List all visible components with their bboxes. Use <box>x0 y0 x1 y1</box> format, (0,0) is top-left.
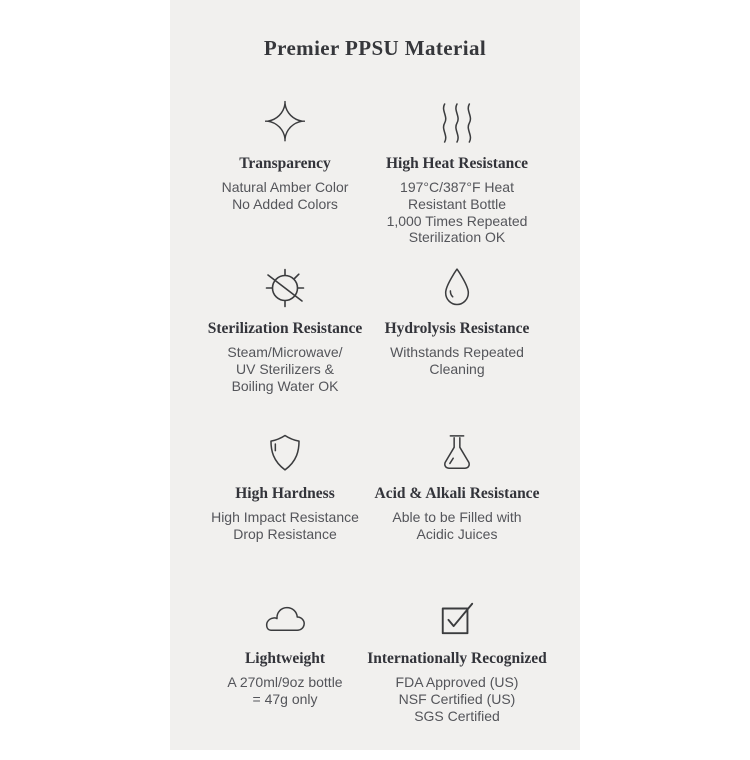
page-title: Premier PPSU Material <box>263 36 487 60</box>
feature-desc-line: No Added Colors <box>232 195 338 212</box>
feature-description <box>396 674 519 724</box>
feature-desc-line: 197°C/387°F Heat <box>400 179 514 195</box>
feature-desc-line: 1,000 Times Repeated <box>386 212 528 229</box>
feature-desc-line: Boiling Water OK <box>231 377 339 394</box>
feature-desc-line: Sterilization OK <box>408 229 506 246</box>
cloud-icon <box>260 602 310 634</box>
feature-desc-line: Cleaning <box>429 360 485 377</box>
feature-desc-line: = 47g only <box>252 690 318 707</box>
feature-cell <box>199 100 371 265</box>
feature-description <box>392 509 521 543</box>
feature-description <box>211 509 359 543</box>
feature-title: Lightweight <box>244 650 326 667</box>
checkbox-icon <box>438 599 476 637</box>
feature-cell <box>199 595 371 760</box>
feature-title: High Heat Resistance <box>385 155 529 172</box>
feature-desc-line: Steam/Microwave/ <box>227 344 343 360</box>
feature-desc-line: FDA Approved (US) <box>395 674 519 690</box>
feature-icon-wrap <box>438 430 476 476</box>
feature-icon-wrap <box>440 265 474 311</box>
feature-desc-line: Able to be Filled with <box>392 509 522 525</box>
feature-desc-line: Natural Amber Color <box>221 179 349 195</box>
feature-desc-line: Withstands Repeated <box>390 344 524 360</box>
feature-icon-wrap <box>438 595 476 641</box>
shield-icon <box>267 433 303 473</box>
feature-desc-line: UV Sterilizers & <box>235 360 335 377</box>
feature-icon-wrap <box>261 265 309 311</box>
feature-desc-line: SGS Certified <box>414 707 500 724</box>
feature-icon-wrap <box>260 595 310 641</box>
feature-cell <box>199 265 371 430</box>
feature-title: Acid & Alkali Resistance <box>374 485 540 502</box>
feature-description <box>390 344 524 378</box>
feature-description <box>227 674 342 708</box>
feature-description <box>387 179 528 246</box>
feature-cell <box>199 430 371 595</box>
feature-title: Sterilization Resistance <box>207 320 363 337</box>
feature-icon-wrap <box>265 100 305 146</box>
water-drop-icon <box>440 266 474 310</box>
feature-desc-line: High Impact Resistance <box>211 509 359 525</box>
feature-description <box>222 179 349 213</box>
feature-title: High Hardness <box>235 485 335 502</box>
feature-desc-line: Resistant Bottle <box>407 195 507 212</box>
feature-desc-line: NSF Certified (US) <box>398 690 516 707</box>
feature-title: Transparency <box>239 155 331 172</box>
feature-cell <box>371 265 543 430</box>
feature-desc-line: A 270ml/9oz bottle <box>227 674 343 690</box>
feature-cell <box>371 100 543 265</box>
content-panel <box>170 0 580 750</box>
feature-cell <box>367 595 547 760</box>
feature-icon-wrap <box>438 100 476 146</box>
feature-cell <box>371 430 543 595</box>
flask-icon <box>438 433 476 473</box>
feature-title: Hydrolysis Resistance <box>384 320 530 337</box>
feature-desc-line: Acidic Juices <box>416 525 498 542</box>
feature-desc-line: Drop Resistance <box>233 525 337 542</box>
heat-waves-icon <box>438 102 476 144</box>
feature-title: Internationally Recognized <box>367 650 547 667</box>
feature-icon-wrap <box>267 430 303 476</box>
sparkle-icon <box>265 100 305 146</box>
feature-description <box>227 344 342 394</box>
features-grid <box>199 100 580 760</box>
no-germs-icon <box>261 266 309 310</box>
